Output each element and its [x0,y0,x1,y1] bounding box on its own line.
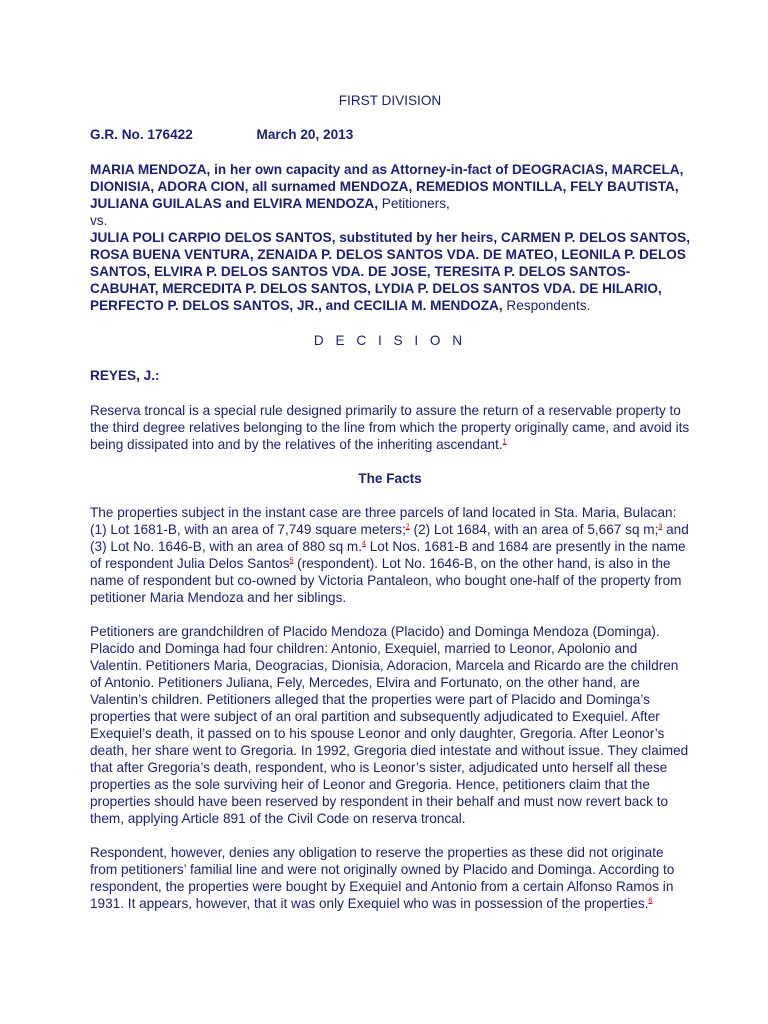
facts-paragraph-2: Petitioners are grandchildren of Placido Mendoza (Placido) and Dominga Mendoza (Dominga). Placido and Dominga had four children: Antonio, Exequiel, married to Leonor, Apolonio and Valentin. Petitioners Maria, Deogracias, Dionisia, Adoracion, Marcela and Ricardo are the children of Antonio. Petitioners Juliana, Fely, Mercedes, Elvira and Fortunato, on the other hand, are Valentin’s children. Petitioners alleged that the properties were part of Placido and Dominga’s properties that were subject of an oral partition and subsequently adjudicated to Exequiel. After Exequiel’s death, it passed on to his spouse Leonor and only daughter, Gregoria. After Leonor’s death, her share went to Gregoria. In 1992, Gregoria died intestate and without issue. They claimed that after Gregoria’s death, respondent, who is Leonor’s sister, adjudicated unto herself all these properties as the sole surviving heir of Leonor and Gregoria. Hence, petitioners claim that the properties should have been reserved by respondent in their behalf and must now revert back to them, applying Article 891 of the Civil Code on reserva troncal. [90,624,689,826]
footnote-link-1[interactable]: 1 [502,438,507,446]
gr-number: G.R. No. 176422 [90,127,193,142]
footnote-link-4[interactable]: 4 [362,540,366,548]
intro-paragraph [90,402,690,453]
respondents-block [90,229,690,314]
ponente: REYES, J.: [90,368,160,383]
facts-p1-text-c: and (3) Lot No. 1646-B, with an area of 880 sq m. [90,522,689,554]
decision-title: D E C I S I O N [313,333,467,348]
facts-paragraph-3 [90,844,690,912]
footnote-link-6[interactable]: 6 [648,897,653,905]
document-page [90,92,690,929]
decision-date: March 20, 2013 [256,127,354,142]
footnote-link-3[interactable]: 3 [658,523,663,531]
petitioners-label: Petitioners, [377,196,450,211]
respondents-label: Respondents. [502,298,591,313]
petitioners-block [90,161,690,212]
versus-label: vs. [90,213,108,228]
footnote-link-5[interactable]: 5 [289,557,294,565]
footnote-link-2[interactable]: 2 [405,523,410,531]
facts-p1-text-b: (2) Lot 1684, with an area of 5,667 sq m; [409,522,659,537]
facts-p3-text: Respondent, however, denies any obligation to reserve the properties as these did not originate from petitioners’ familial line and were not originally owned by Placido and Dominga. According to respondent, the properties were bought by Exequiel and Antonio from a certain Alfonso Ramos in 1931. It appears, however, that it was only Exequiel who was in possession of the properties. [90,845,675,911]
petitioners-names: MARIA MENDOZA, in her own capacity and as Attorney-in-fact of DEOGRACIAS, MARCELA, DIONISIA, ADORA CION, all surnamed MENDOZA, REMEDIOS MONTILLA, FELY BAUTISTA, JULIANA GUILALAS and ELVIRA MENDOZA, [90,162,684,211]
case-number-line [90,126,690,143]
intro-text: Reserva troncal is a special rule designed primarily to assure the return of a reservable property to the third degree relatives belonging to the line from which the property originally came, and avoid its being dissipated into and by the relatives of the inheriting ascendant. [90,403,690,452]
case-parties [90,161,690,314]
facts-p1-text-e: (respondent). Lot No. 1646-B, on the other hand, is also in the name of respondent but co-owned by Victoria Pantaleon, who bought one-half of the property from petitioner Maria Mendoza and her siblings. [90,556,682,605]
respondents-names: JULIA POLI CARPIO DELOS SANTOS, substituted by her heirs, CARMEN P. DELOS SANTOS, ROSA BUENA VENTURA, ZENAIDA P. DELOS SANTOS VDA. DE MATEO, LEONILA P. DELOS SANTOS, ELVIRA P. DELOS SANTOS VDA. DE JOSE, TERESITA P. DELOS SANTOS-CABUHAT, MERCEDITA P. DELOS SANTOS, LYDIA P. DELOS SANTOS VDA. DE HILARIO, PERFECTO P. DELOS SANTOS, JR., and CECILIA M. MENDOZA, [90,230,690,313]
facts-heading: The Facts [358,471,422,486]
facts-p1-text-a: The properties subject in the instant case are three parcels of land located in Sta. Maria, Bulacan: (1) Lot 1681-B, with an area of 7,749 square meters; [90,505,677,537]
facts-p1-text-d: Lot Nos. 1681-B and 1684 are presently in the name of respondent Julia Delos Santos [90,539,686,571]
facts-paragraph-1 [90,504,690,606]
division-heading: FIRST DIVISION [338,93,442,108]
